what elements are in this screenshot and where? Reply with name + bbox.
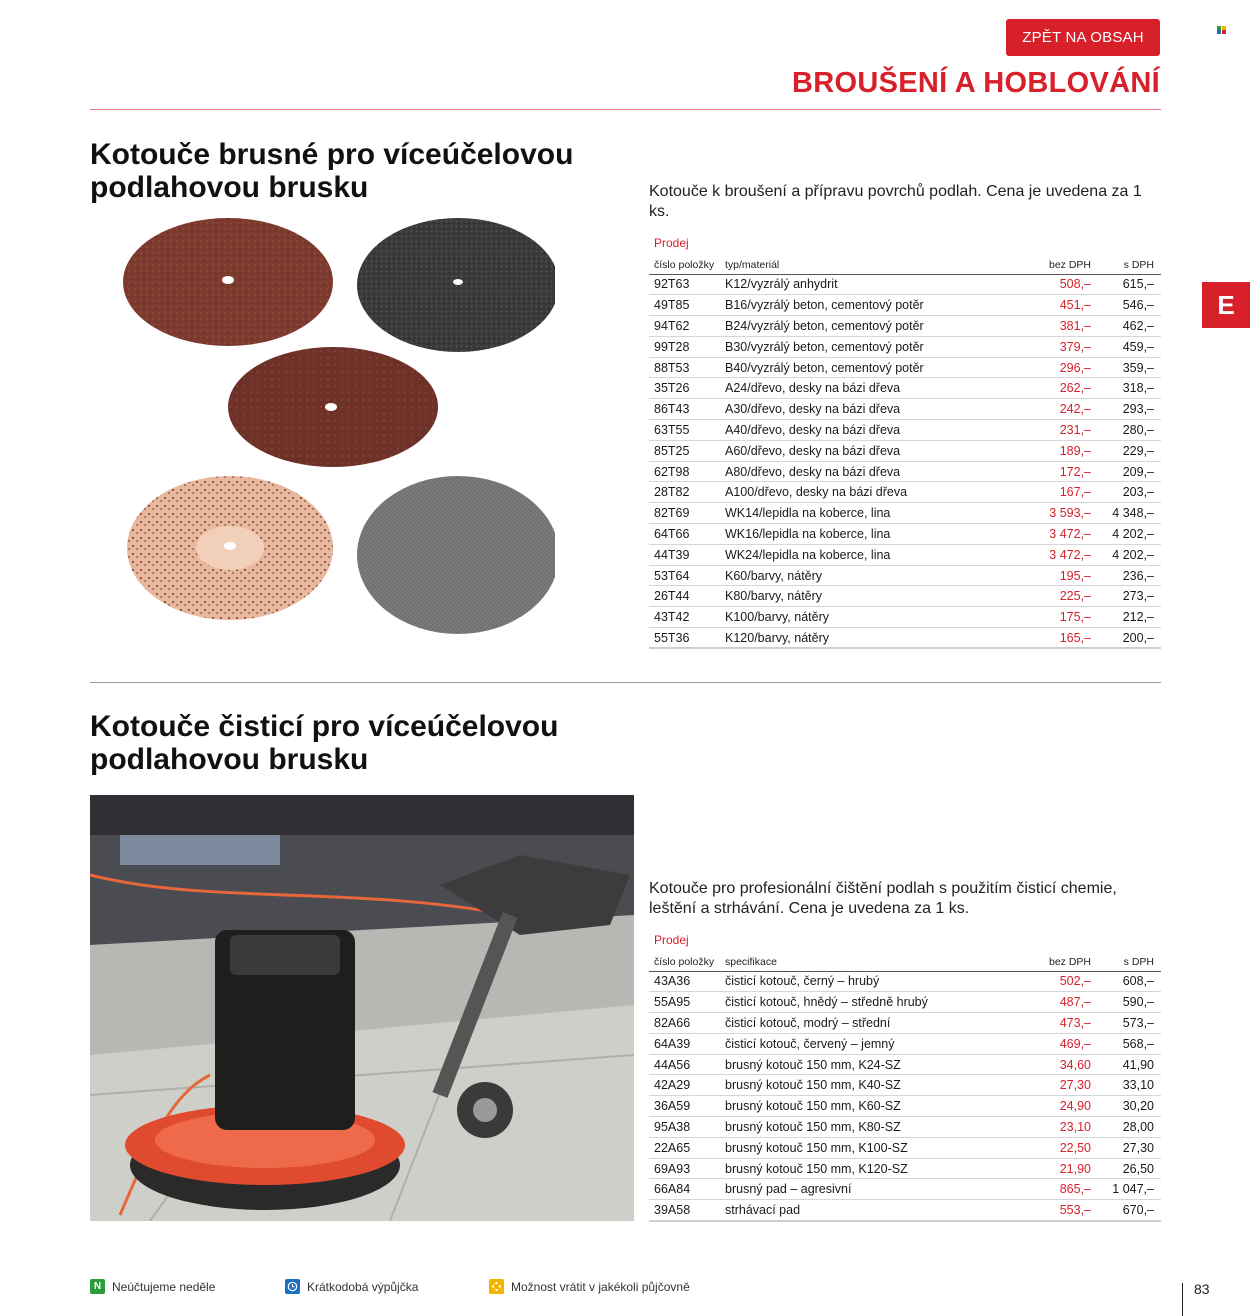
item-spec: B40/vyzrálý beton, cementový potěr xyxy=(720,357,1028,378)
col-price-net: bez DPH xyxy=(1028,256,1098,274)
price-net: 172,– xyxy=(1028,461,1098,482)
table-row xyxy=(649,482,1161,503)
table-row xyxy=(649,565,1161,586)
item-spec: brusný pad – agresivní xyxy=(720,1179,1028,1200)
item-number: 63T55 xyxy=(649,420,720,441)
item-spec: brusný kotouč 150 mm, K100-SZ xyxy=(720,1137,1028,1158)
back-to-contents-button[interactable]: ZPĚT NA OBSAH xyxy=(1006,19,1160,56)
item-number: 43T42 xyxy=(649,607,720,628)
item-number: 64T66 xyxy=(649,524,720,545)
section2-price-table xyxy=(649,953,1161,1222)
table-row xyxy=(649,992,1161,1013)
item-spec: K100/barvy, nátěry xyxy=(720,607,1028,628)
item-number: 55T36 xyxy=(649,628,720,649)
price-gross: 27,30 xyxy=(1098,1137,1161,1158)
price-gross: 236,– xyxy=(1098,565,1161,586)
item-spec: A100/dřevo, desky na bázi dřeva xyxy=(720,482,1028,503)
item-spec: A30/dřevo, desky na bázi dřeva xyxy=(720,399,1028,420)
item-spec: brusný kotouč 150 mm, K60-SZ xyxy=(720,1096,1028,1117)
section1-heading-line1: Kotouče brusné pro víceúčelovou xyxy=(90,138,574,171)
brand-logo-icon xyxy=(1217,26,1227,34)
table-row xyxy=(649,628,1161,649)
footer-label: Možnost vrátit v jakékoli půjčovně xyxy=(511,1279,690,1294)
section1-heading xyxy=(90,138,573,204)
item-number: 88T53 xyxy=(649,357,720,378)
table-row xyxy=(649,1033,1161,1054)
price-net: 262,– xyxy=(1028,378,1098,399)
table-row xyxy=(649,420,1161,441)
price-gross: 4 202,– xyxy=(1098,544,1161,565)
item-spec: K60/barvy, nátěry xyxy=(720,565,1028,586)
price-net: 379,– xyxy=(1028,336,1098,357)
price-gross: 670,– xyxy=(1098,1200,1161,1221)
clock-icon xyxy=(285,1279,300,1294)
section1-description: Kotouče k broušení a přípravu povrchů podlah. Cena je uvedena za 1 ks. xyxy=(649,183,1142,220)
table-row xyxy=(649,1158,1161,1179)
price-gross: 573,– xyxy=(1098,1013,1161,1034)
price-net: 451,– xyxy=(1028,295,1098,316)
price-net: 381,– xyxy=(1028,316,1098,337)
item-number: 86T43 xyxy=(649,399,720,420)
price-net: 3 472,– xyxy=(1028,544,1098,565)
price-gross: 4 348,– xyxy=(1098,503,1161,524)
item-number: 94T62 xyxy=(649,316,720,337)
price-gross: 229,– xyxy=(1098,440,1161,461)
price-net: 175,– xyxy=(1028,607,1098,628)
footer-label: Neúčtujeme neděle xyxy=(112,1279,216,1294)
price-net: 3 593,– xyxy=(1028,503,1098,524)
col-price-gross: s DPH xyxy=(1098,256,1161,274)
price-net: 469,– xyxy=(1028,1033,1098,1054)
price-gross: 28,00 xyxy=(1098,1117,1161,1138)
price-gross: 30,20 xyxy=(1098,1096,1161,1117)
item-number: 43A36 xyxy=(649,971,720,992)
item-spec: A60/dřevo, desky na bázi dřeva xyxy=(720,440,1028,461)
item-number: 28T82 xyxy=(649,482,720,503)
table-row xyxy=(649,1013,1161,1034)
price-gross: 212,– xyxy=(1098,607,1161,628)
item-spec: B24/vyzrálý beton, cementový potěr xyxy=(720,316,1028,337)
header-divider xyxy=(90,109,1161,110)
footer-no-sundays xyxy=(90,1279,215,1294)
table-row xyxy=(649,544,1161,565)
price-net: 167,– xyxy=(1028,482,1098,503)
price-net: 508,– xyxy=(1028,274,1098,295)
section-divider xyxy=(90,682,1161,683)
col-price-gross: s DPH xyxy=(1098,953,1161,971)
table-row xyxy=(649,357,1161,378)
price-gross: 33,10 xyxy=(1098,1075,1161,1096)
price-net: 473,– xyxy=(1028,1013,1098,1034)
item-spec: strhávací pad xyxy=(720,1200,1028,1221)
item-number: 53T64 xyxy=(649,565,720,586)
table-row xyxy=(649,586,1161,607)
price-gross: 273,– xyxy=(1098,586,1161,607)
price-net: 487,– xyxy=(1028,992,1098,1013)
col-item-number: číslo položky xyxy=(649,256,720,274)
item-spec: brusný kotouč 150 mm, K80-SZ xyxy=(720,1117,1028,1138)
table-row xyxy=(649,1075,1161,1096)
price-net: 195,– xyxy=(1028,565,1098,586)
item-spec: WK24/lepidla na koberce, lina xyxy=(720,544,1028,565)
item-number: 82T69 xyxy=(649,503,720,524)
section1-heading-line2: podlahovou brusku xyxy=(90,171,369,204)
item-spec: brusný kotouč 150 mm, K24-SZ xyxy=(720,1054,1028,1075)
table-row xyxy=(649,399,1161,420)
item-spec: čisticí kotouč, červený – jemný xyxy=(720,1033,1028,1054)
table-row xyxy=(649,336,1161,357)
item-number: 22A65 xyxy=(649,1137,720,1158)
table-row xyxy=(649,274,1161,295)
price-gross: 1 047,– xyxy=(1098,1179,1161,1200)
section2-sale-label: Prodej xyxy=(654,933,689,947)
item-number: 95A38 xyxy=(649,1117,720,1138)
price-net: 21,90 xyxy=(1028,1158,1098,1179)
price-gross: 608,– xyxy=(1098,971,1161,992)
price-net: 27,30 xyxy=(1028,1075,1098,1096)
price-net: 165,– xyxy=(1028,628,1098,649)
price-gross: 200,– xyxy=(1098,628,1161,649)
footer-label: Krátkodobá výpůjčka xyxy=(307,1279,419,1294)
item-spec: čisticí kotouč, černý – hrubý xyxy=(720,971,1028,992)
col-specification: specifikace xyxy=(720,953,1028,971)
price-gross: 26,50 xyxy=(1098,1158,1161,1179)
disc-black xyxy=(357,218,555,352)
page-number: 83 xyxy=(1194,1281,1210,1297)
price-net: 189,– xyxy=(1028,440,1098,461)
footer-return-anywhere xyxy=(489,1279,690,1294)
item-number: 99T28 xyxy=(649,336,720,357)
item-spec: A40/dřevo, desky na bázi dřeva xyxy=(720,420,1028,441)
price-gross: 293,– xyxy=(1098,399,1161,420)
arrows-icon xyxy=(489,1279,504,1294)
price-net: 23,10 xyxy=(1028,1117,1098,1138)
table-row xyxy=(649,295,1161,316)
price-net: 502,– xyxy=(1028,971,1098,992)
item-spec: WK14/lepidla na koberce, lina xyxy=(720,503,1028,524)
price-gross: 41,90 xyxy=(1098,1054,1161,1075)
price-gross: 615,– xyxy=(1098,274,1161,295)
col-type: typ/materiál xyxy=(720,256,1028,274)
price-net: 22,50 xyxy=(1028,1137,1098,1158)
price-gross: 4 202,– xyxy=(1098,524,1161,545)
section1-price-table xyxy=(649,256,1161,649)
price-gross: 590,– xyxy=(1098,992,1161,1013)
table-row xyxy=(649,1137,1161,1158)
item-spec: brusný kotouč 150 mm, K120-SZ xyxy=(720,1158,1028,1179)
price-gross: 462,– xyxy=(1098,316,1161,337)
item-number: 36A59 xyxy=(649,1096,720,1117)
table-row xyxy=(649,440,1161,461)
item-spec: čisticí kotouč, modrý – střední xyxy=(720,1013,1028,1034)
price-net: 231,– xyxy=(1028,420,1098,441)
section2-heading-line1: Kotouče čisticí pro víceúčelovou xyxy=(90,710,559,743)
item-number: 35T26 xyxy=(649,378,720,399)
item-spec: K120/barvy, nátěry xyxy=(720,628,1028,649)
footer-short-term-rental xyxy=(285,1279,418,1294)
col-price-net: bez DPH xyxy=(1028,953,1098,971)
item-spec: WK16/lepidla na koberce, lina xyxy=(720,524,1028,545)
section-title: BROUŠENÍ A HOBLOVÁNÍ xyxy=(792,67,1160,99)
item-number: 26T44 xyxy=(649,586,720,607)
price-net: 225,– xyxy=(1028,586,1098,607)
item-spec: A24/dřevo, desky na bázi dřeva xyxy=(720,378,1028,399)
item-number: 66A84 xyxy=(649,1179,720,1200)
item-spec: K80/barvy, nátěry xyxy=(720,586,1028,607)
chapter-tab[interactable]: E xyxy=(1202,282,1250,328)
item-spec: brusný kotouč 150 mm, K40-SZ xyxy=(720,1075,1028,1096)
price-net: 865,– xyxy=(1028,1179,1098,1200)
item-number: 39A58 xyxy=(649,1200,720,1221)
price-net: 553,– xyxy=(1028,1200,1098,1221)
item-number: 49T85 xyxy=(649,295,720,316)
table-row xyxy=(649,607,1161,628)
price-gross: 568,– xyxy=(1098,1033,1161,1054)
item-number: 92T63 xyxy=(649,274,720,295)
table-row xyxy=(649,461,1161,482)
item-number: 44A56 xyxy=(649,1054,720,1075)
section2-description: Kotouče pro profesionální čištění podlah s použitím čisticí chemie, leštění a strhávání. Cena je uvedena za 1 ks. xyxy=(649,880,1117,917)
item-number: 85T25 xyxy=(649,440,720,461)
table-row xyxy=(649,1054,1161,1075)
section2-heading xyxy=(90,710,558,776)
item-number: 62T98 xyxy=(649,461,720,482)
table-row xyxy=(649,524,1161,545)
item-spec: B30/vyzrálý beton, cementový potěr xyxy=(720,336,1028,357)
price-net: 34,60 xyxy=(1028,1054,1098,1075)
price-gross: 209,– xyxy=(1098,461,1161,482)
table-row xyxy=(649,1096,1161,1117)
disc-mesh xyxy=(357,476,555,634)
table-row xyxy=(649,378,1161,399)
table-row xyxy=(649,1179,1161,1200)
price-net: 24,90 xyxy=(1028,1096,1098,1117)
item-spec: čisticí kotouč, hnědý – středně hrubý xyxy=(720,992,1028,1013)
price-net: 242,– xyxy=(1028,399,1098,420)
item-number: 42A29 xyxy=(649,1075,720,1096)
item-number: 44T39 xyxy=(649,544,720,565)
item-number: 64A39 xyxy=(649,1033,720,1054)
price-net: 3 472,– xyxy=(1028,524,1098,545)
sanding-discs-image xyxy=(115,215,555,645)
item-number: 82A66 xyxy=(649,1013,720,1034)
col-item-number: číslo položky xyxy=(649,953,720,971)
item-spec: B16/vyzrálý beton, cementový potěr xyxy=(720,295,1028,316)
table-row xyxy=(649,971,1161,992)
price-net: 296,– xyxy=(1028,357,1098,378)
item-spec: A80/dřevo, desky na bázi dřeva xyxy=(720,461,1028,482)
table-row xyxy=(649,316,1161,337)
item-spec: K12/vyzrálý anhydrit xyxy=(720,274,1028,295)
table-row xyxy=(649,1117,1161,1138)
item-number: 55A95 xyxy=(649,992,720,1013)
price-gross: 280,– xyxy=(1098,420,1161,441)
price-gross: 318,– xyxy=(1098,378,1161,399)
price-gross: 459,– xyxy=(1098,336,1161,357)
section1-sale-label: Prodej xyxy=(654,236,689,250)
floor-machine-photo xyxy=(90,795,634,1221)
page-number-divider xyxy=(1182,1283,1183,1316)
table-row xyxy=(649,503,1161,524)
price-gross: 546,– xyxy=(1098,295,1161,316)
n-badge-icon: N xyxy=(90,1279,105,1294)
price-gross: 359,– xyxy=(1098,357,1161,378)
table-row xyxy=(649,1200,1161,1221)
section2-heading-line2: podlahovou brusku xyxy=(90,743,369,776)
item-number: 69A93 xyxy=(649,1158,720,1179)
price-gross: 203,– xyxy=(1098,482,1161,503)
